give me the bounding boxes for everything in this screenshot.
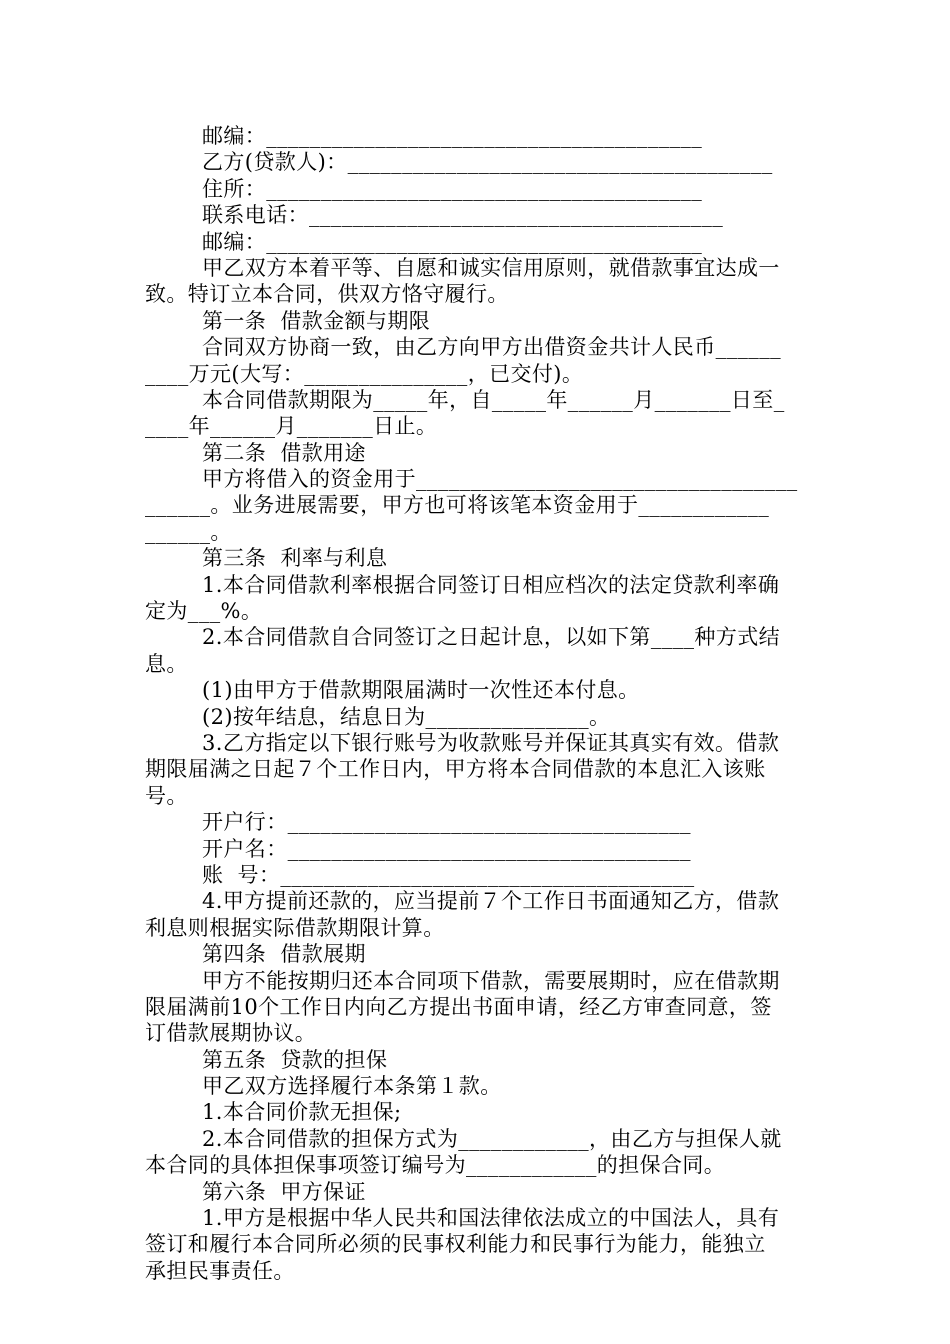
- document-line: 限届满前10个工作日内向乙方提出书面申请，经乙方审查同意，签: [145, 994, 772, 1019]
- document-line: 签订和履行本合同所必须的民事权利能力和民事行为能力，能独立: [145, 1232, 766, 1257]
- document-line: 开户名：_____________________________________: [202, 836, 691, 861]
- document-line: 定为___%。: [145, 599, 263, 624]
- document-line: 邮编：________________________________________: [202, 229, 703, 254]
- document-line: 期限届满之日起７个工作日内，甲方将本合同借款的本息汇入该账: [145, 757, 766, 782]
- document-line: 第三条 利率与利息: [202, 546, 388, 571]
- document-line: 第六条 甲方保证: [202, 1179, 366, 1204]
- document-line: 号。: [145, 783, 188, 808]
- document-line: 联系电话：______________________________________: [202, 203, 724, 228]
- document-line: ______。: [145, 519, 232, 544]
- document-line: 2.本合同借款的担保方式为____________，由乙方与担保人就: [202, 1126, 782, 1151]
- document-line: 甲方将借入的资金用于___________________________________: [202, 467, 798, 492]
- document-line: 2.本合同借款自合同签订之日起计息，以如下第____种方式结: [202, 625, 781, 650]
- document-line: 邮编：________________________________________: [202, 124, 703, 148]
- document-line: 甲乙双方选择履行本条第１款。: [202, 1074, 502, 1099]
- document-line: ____万元(大写：_______________，已交付)。: [145, 361, 584, 386]
- document-line: ______。业务进展需要，甲方也可将该笔本资金用于____________: [145, 493, 770, 518]
- document-line: 开户行：_____________________________________: [202, 810, 691, 835]
- document-line: ____年______月_______日止。: [145, 414, 438, 439]
- document-line: 甲乙双方本着平等、自愿和诚实信用原则，就借款事宜达成一: [202, 255, 780, 280]
- document-line: 第四条 借款展期: [202, 942, 366, 967]
- document-line: 甲方不能按期归还本合同项下借款，需要展期时，应在借款期: [202, 968, 780, 993]
- document-line: 4.甲方提前还款的，应当提前７个工作日书面通知乙方，借款: [202, 889, 780, 914]
- document-line: 第一条 借款金额与期限: [202, 308, 431, 333]
- document-line: 账 号：______________________________________: [202, 862, 695, 887]
- document-line: 利息则根据实际借款期限计算。: [145, 915, 445, 940]
- document-line: 第五条 贷款的担保: [202, 1047, 388, 1072]
- document-line: 住所：________________________________________: [202, 176, 703, 201]
- document-line: 息。: [145, 651, 188, 676]
- document-line: (1)由甲方于借款期限届满时一次性还本付息。: [202, 678, 640, 703]
- document-line: 本合同借款期限为_____年，自_____年______月_______日至_: [202, 387, 785, 412]
- document-line: 1.本合同借款利率根据合同签订日相应档次的法定贷款利率确: [202, 572, 780, 597]
- document-line: (2)按年结息，结息日为_______________。: [202, 704, 611, 729]
- document-line: 乙方(贷款人)：_______________________________________: [202, 150, 773, 175]
- document-line: 订借款展期协议。: [145, 1021, 317, 1046]
- document-line: 承担民事责任。: [145, 1258, 295, 1283]
- document-line: 3.乙方指定以下银行账号为收款账号并保证其真实有效。借款: [202, 730, 780, 755]
- document-line: 1.本合同价款无担保;: [202, 1100, 402, 1125]
- document-line: 合同双方协商一致，由乙方向甲方出借资金共计人民币______: [202, 335, 781, 360]
- document-line: 本合同的具体担保事项签订编号为____________的担保合同。: [145, 1153, 726, 1178]
- document-line: 第二条 借款用途: [202, 440, 366, 465]
- document-line: 致。特订立本合同，供双方恪守履行。: [145, 282, 509, 307]
- document-body: [145, 123, 807, 1284]
- document-line: 1.甲方是根据中华人民共和国法律依法成立的中国法人，具有: [202, 1206, 780, 1231]
